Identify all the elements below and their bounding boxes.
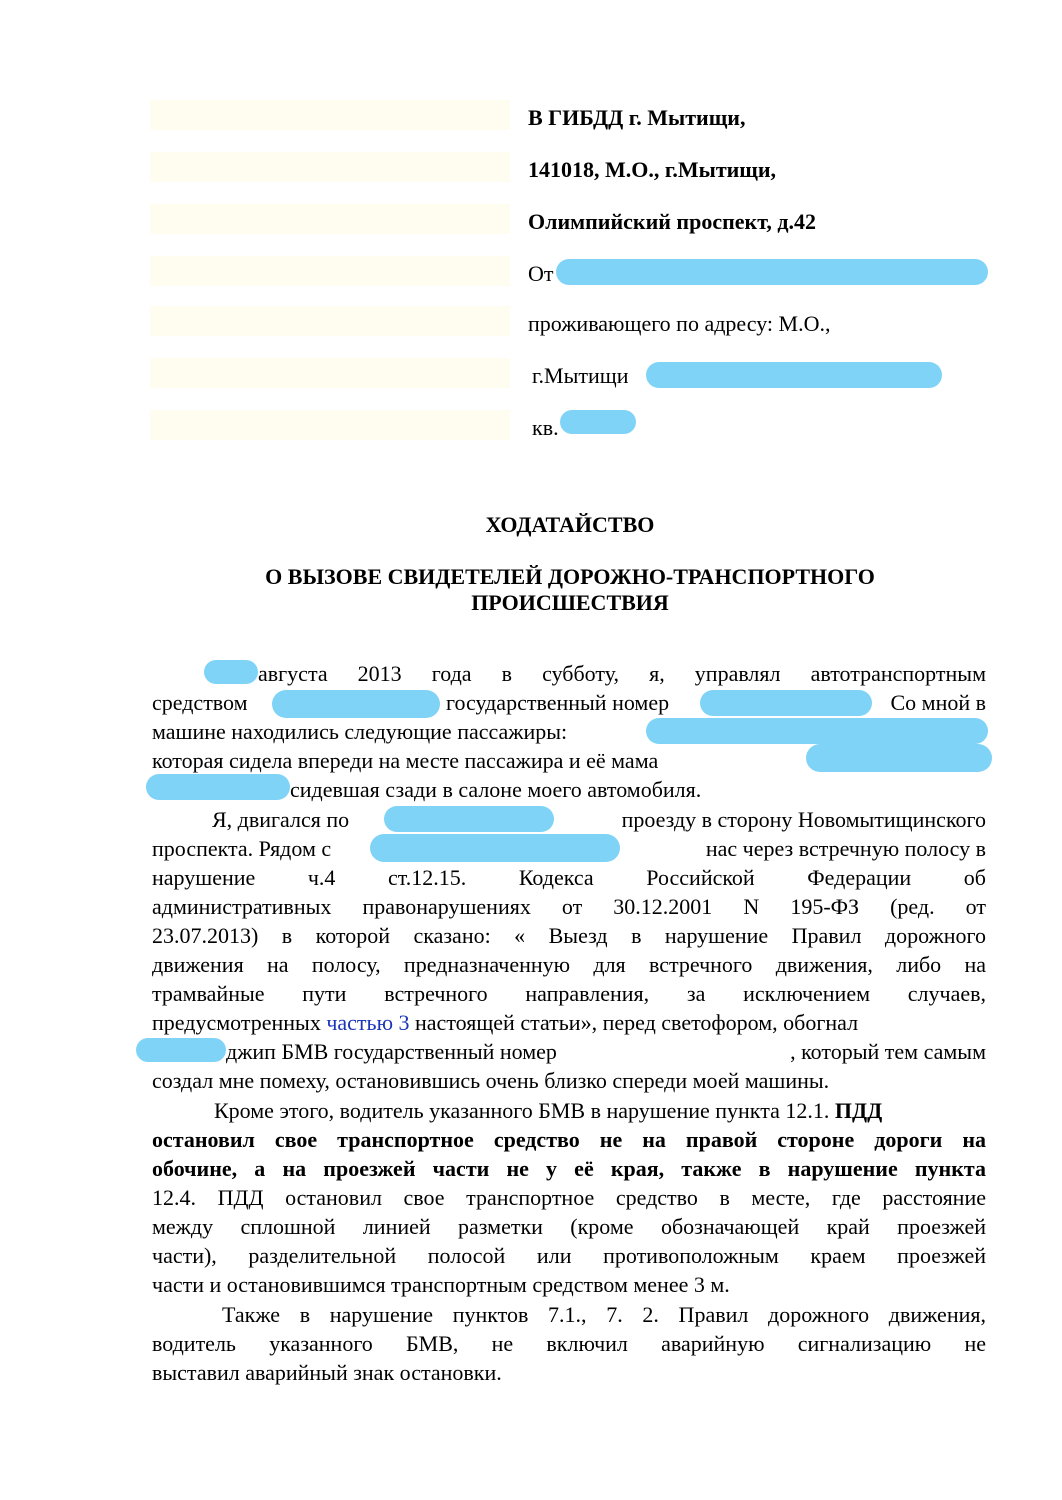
body-line: части), разделительной полосой или противоположным краем проезжей: [152, 1243, 986, 1268]
body-line: сидевшая сзади в салоне моего автомобиля.: [290, 777, 702, 802]
redaction-mark: [384, 806, 554, 832]
body-line: Также в нарушение пунктов 7.1., 7. 2. Правил дорожного движения,: [222, 1302, 986, 1327]
body-line: нарушение ч.4 ст.12.15. Кодекса Российской Федерации об: [152, 865, 986, 890]
redaction-mark: [646, 362, 942, 388]
body-line: части и остановившимся транспортным средством менее 3 м.: [152, 1272, 730, 1297]
sender-apartment: кв.: [532, 415, 559, 440]
redaction-mark: [204, 660, 258, 684]
header-band: [150, 256, 510, 286]
redaction-mark: [370, 834, 620, 862]
body-line: государственный номер: [446, 690, 670, 715]
sender-from: От: [528, 261, 554, 286]
body-text: предусмотренных: [152, 1010, 321, 1035]
body-line: водитель указанного БМВ, не включил аварийную сигнализацию не: [152, 1331, 986, 1356]
header-band: [150, 204, 510, 234]
redaction-mark: [560, 410, 636, 434]
body-text: настоящей статьи», перед светофором, обогнал: [415, 1010, 859, 1035]
body-line: 23.07.2013) в которой сказано: « Выезд в нарушение Правил дорожного: [152, 923, 986, 948]
body-line: августа 2013 года в субботу, я, управлял автотранспортным: [258, 661, 986, 686]
document-title: ХОДАТАЙСТВО: [485, 512, 655, 537]
body-text-bold: ПДД: [834, 1098, 883, 1123]
body-line-bold: остановил свое транспортное средство не на правой стороне дороги на: [152, 1127, 986, 1152]
redaction-mark: [556, 259, 988, 285]
law-reference-link[interactable]: частью 3: [326, 1010, 410, 1035]
body-line: движения на полосу, предназначенную для встречного движения, либо на: [152, 952, 986, 977]
body-line: [214, 1096, 1048, 1125]
body-line: трамвайные пути встречного направления, за исключением случаев,: [152, 981, 986, 1006]
header-band: [150, 306, 510, 336]
body-line: Я, двигался по: [212, 807, 350, 832]
redaction-mark: [136, 1038, 226, 1062]
body-line: [152, 1008, 986, 1037]
body-line: , который тем самым: [790, 1039, 986, 1064]
body-line: 12.4. ПДД остановил свое транспортное средство в месте, где расстояние: [152, 1185, 986, 1210]
body-text: средством: [152, 690, 248, 715]
header-band: [150, 100, 510, 130]
body-line: джип БМВ государственный номер: [226, 1039, 557, 1064]
redaction-mark: [272, 690, 440, 718]
body-line: административных правонарушениях от 30.12.2001 N 195-ФЗ (ред. от: [152, 894, 986, 919]
document-subtitle-2: ПРОИСШЕСТВИЯ: [471, 590, 669, 615]
body-line: проезду в сторону Новомытищинского: [621, 807, 986, 832]
body-line: выставил аварийный знак остановки.: [152, 1360, 502, 1385]
addressee-line-3: Олимпийский проспект, д.42: [528, 209, 817, 234]
body-line: между сплошной линией разметки (кроме обозначающей край проезжей: [152, 1214, 986, 1239]
body-line: проспекта. Рядом с: [152, 836, 332, 861]
sender-address-line-2: г.Мытищи: [532, 363, 629, 388]
redaction-mark: [700, 690, 872, 716]
body-line: нас через встречную полосу в: [705, 836, 986, 861]
redaction-mark: [806, 744, 992, 772]
body-text: Кроме этого, водитель указанного БМВ в нарушение пункта 12.1.: [214, 1098, 830, 1123]
body-line: которая сидела впереди на месте пассажира и её мама: [152, 748, 659, 773]
body-line: создал мне помеху, остановившись очень близко спереди моей машины.: [152, 1068, 830, 1093]
addressee-line-2: 141018, М.О., г.Мытищи,: [528, 157, 777, 182]
body-line-bold: обочине, а на проезжей части не у её края, также в нарушение пункта: [152, 1156, 986, 1181]
document-subtitle-1: О ВЫЗОВЕ СВИДЕТЕЛЕЙ ДОРОЖНО-ТРАНСПОРТНОГО: [265, 564, 875, 589]
header-band: [150, 152, 510, 182]
header-band: [150, 410, 510, 440]
body-line: машине находились следующие пассажиры:: [152, 719, 568, 744]
redaction-mark: [646, 718, 988, 744]
sender-address-line-1: проживающего по адресу: М.О.,: [528, 311, 831, 336]
header-band: [150, 358, 510, 388]
addressee-line-1: В ГИБДД г. Мытищи,: [528, 105, 746, 130]
body-line: Со мной в: [890, 690, 986, 715]
redaction-mark: [146, 774, 290, 800]
